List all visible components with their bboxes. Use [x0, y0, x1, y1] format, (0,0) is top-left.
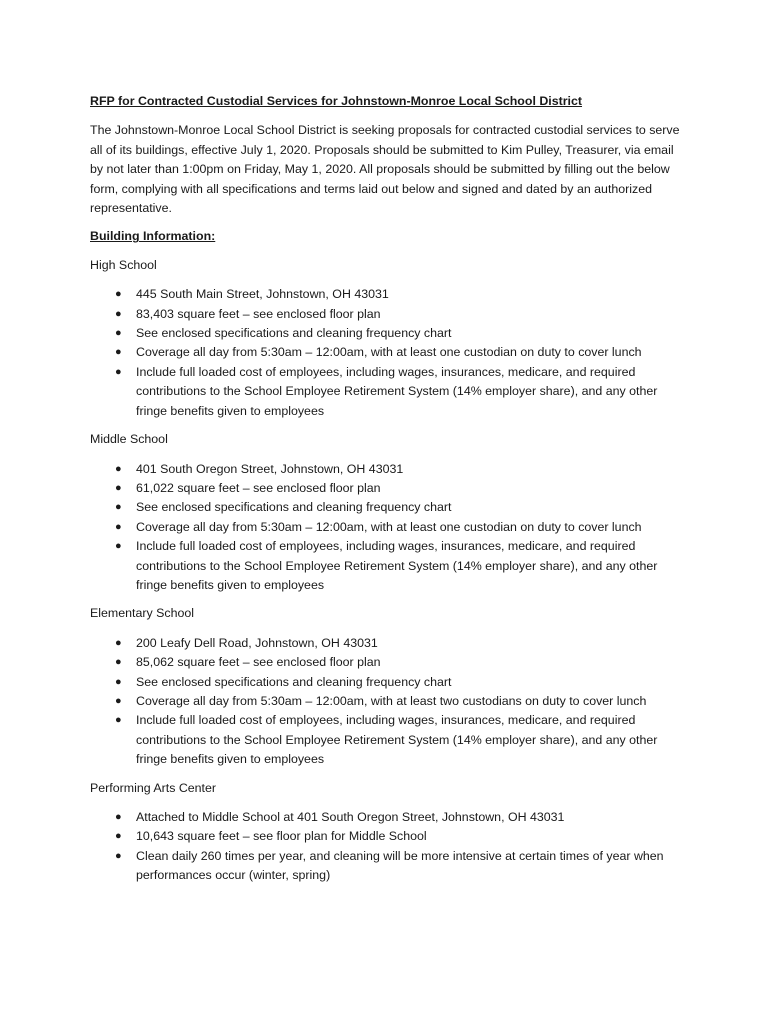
list-item [90, 324, 690, 343]
list-item-text: Clean daily 260 times per year, and cleaning will be more intensive at certain times of year when performances occur (winter, spring) [136, 848, 664, 883]
list-item [90, 460, 690, 479]
bullet-icon: ● [115, 830, 122, 843]
list-item [90, 343, 690, 362]
list-item [90, 673, 690, 692]
bullet-icon: ● [115, 346, 122, 359]
list-item [90, 363, 690, 421]
bullet-icon: ● [115, 656, 122, 669]
list-item-text: 61,022 square feet – see enclosed floor plan [136, 480, 381, 495]
list-item-text: 200 Leafy Dell Road, Johnstown, OH 43031 [136, 635, 378, 650]
building-name-high-school: High School [90, 257, 157, 272]
bullet-icon: ● [115, 462, 122, 475]
bullet-list-performing-arts-center [90, 808, 690, 886]
list-item [90, 518, 690, 537]
list-item-text: See enclosed specifications and cleaning frequency chart [136, 500, 452, 515]
bullet-icon: ● [115, 307, 122, 320]
list-item-text: 445 South Main Street, Johnstown, OH 43031 [136, 287, 389, 302]
bullet-icon: ● [115, 365, 122, 378]
list-item [90, 653, 690, 672]
bullet-icon: ● [115, 540, 122, 553]
list-item-text: Attached to Middle School at 401 South Oregon Street, Johnstown, OH 43031 [136, 810, 565, 824]
list-item [90, 634, 690, 653]
list-item-text: Coverage all day from 5:30am – 12:00am, with at least one custodian on duty to cover lunch [136, 519, 642, 534]
bullet-icon: ● [115, 636, 122, 649]
bullet-list-high-school [90, 285, 690, 421]
bullet-icon: ● [115, 694, 122, 707]
list-item [90, 808, 690, 827]
bullet-icon: ● [115, 288, 122, 301]
list-item [90, 305, 690, 324]
list-item-text: 10,643 square feet – see floor plan for Middle School [136, 829, 427, 844]
list-item [90, 827, 690, 846]
list-item-text: Coverage all day from 5:30am – 12:00am, with at least one custodian on duty to cover lunch [136, 345, 642, 360]
list-item-text: See enclosed specifications and cleaning frequency chart [136, 674, 452, 689]
list-item [90, 479, 690, 498]
document-page [90, 92, 690, 895]
bullet-icon: ● [115, 811, 122, 823]
building-name-performing-arts-center: Performing Arts Center [90, 780, 217, 795]
bullet-icon: ● [115, 327, 122, 340]
list-item [90, 537, 690, 595]
list-item [90, 711, 690, 769]
list-item [90, 285, 690, 304]
bullet-list-middle-school [90, 460, 690, 596]
list-item [90, 692, 690, 711]
list-item-text: Coverage all day from 5:30am – 12:00am, with at least two custodians on duty to cover lunch [136, 693, 647, 708]
building-name-middle-school: Middle School [90, 432, 168, 447]
document-title: RFP for Contracted Custodial Services for Johnstown-Monroe Local School District [90, 94, 583, 108]
list-item-text: 401 South Oregon Street, Johnstown, OH 43031 [136, 461, 404, 476]
bullet-icon: ● [115, 849, 122, 862]
building-name-elementary-school: Elementary School [90, 606, 194, 621]
list-item-text: Include full loaded cost of employees, including wages, insurances, medicare, and required contributions to the School Employee Retirement System (14% employer share), and any other fringe benefits given to employees [136, 713, 658, 767]
bullet-icon: ● [115, 714, 122, 727]
list-item-text: Include full loaded cost of employees, including wages, insurances, medicare, and required contributions to the School Employee Retirement System (14% employer share), and any other fringe benefits given to employees [136, 364, 658, 418]
bullet-icon: ● [115, 481, 122, 494]
list-item-text: Include full loaded cost of employees, including wages, insurances, medicare, and required contributions to the School Employee Retirement System (14% employer share), and any other fringe benefits given to employees [136, 539, 658, 592]
list-item [90, 498, 690, 517]
bullet-icon: ● [115, 675, 122, 688]
building-info-heading: Building Information: [90, 229, 216, 244]
list-item-text: 83,403 square feet – see enclosed floor plan [136, 306, 381, 321]
bullet-list-elementary-school [90, 634, 690, 770]
bullet-icon: ● [115, 501, 122, 514]
list-item [90, 847, 690, 886]
list-item-text: 85,062 square feet – see enclosed floor plan [136, 655, 381, 670]
list-item-text: See enclosed specifications and cleaning frequency chart [136, 326, 452, 341]
intro-paragraph: The Johnstown-Monroe Local School District is seeking proposals for contracted custodial services to serve all of its buildings, effective July 1, 2020. Proposals should be submitted to Kim Pulley, Treasurer, via email by not later than 1:00pm on Friday, May 1, 2020. All proposals should be submitted by filling out the below form, complying with all specifications and terms laid out below and signed and dated by an authorized representative. [90, 123, 680, 216]
bullet-icon: ● [115, 520, 122, 533]
